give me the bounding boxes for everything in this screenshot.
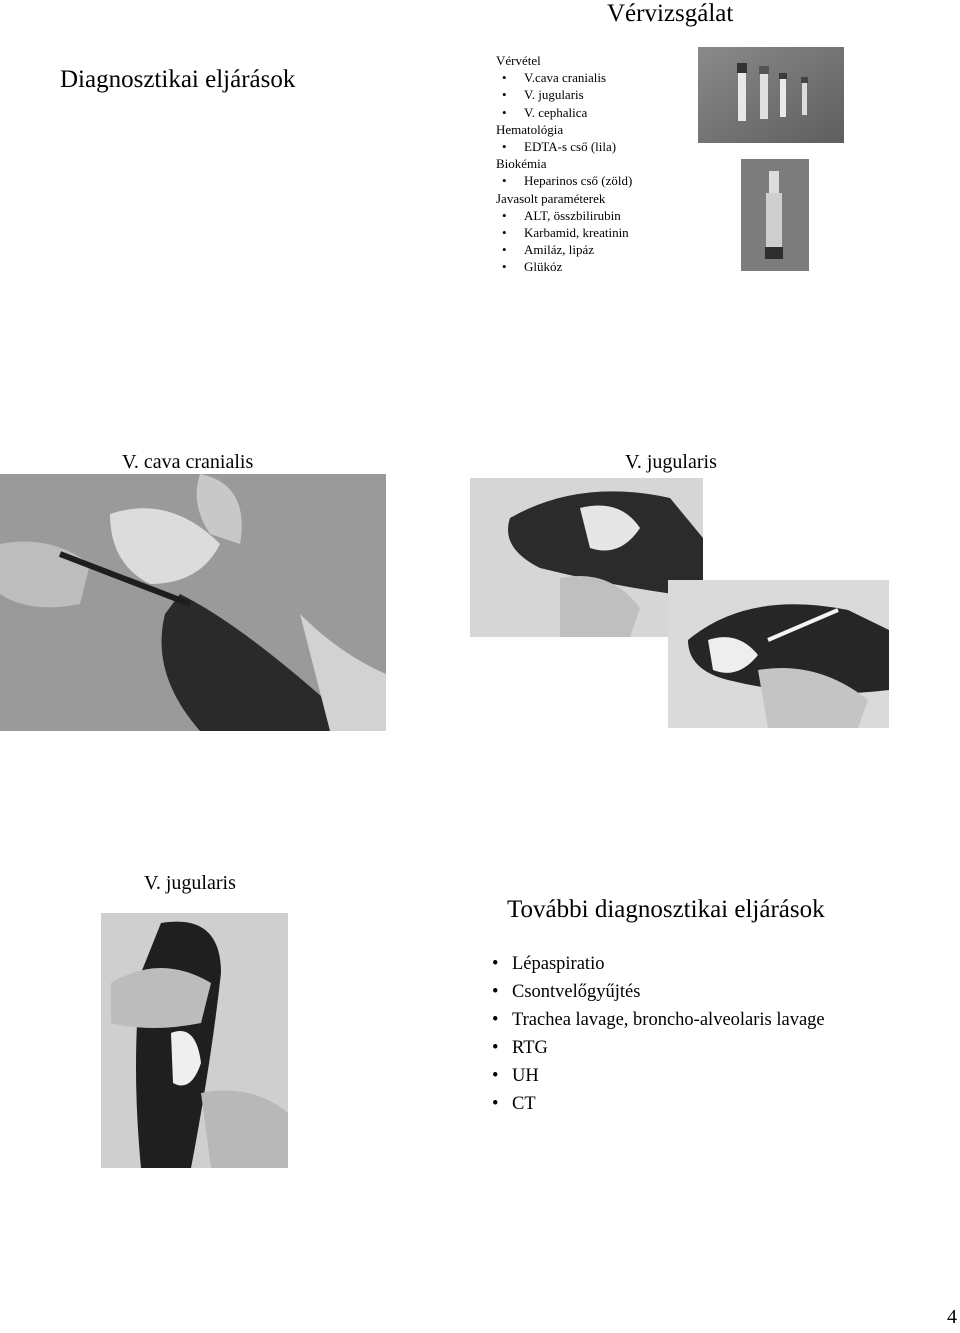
photo-vcava-procedure (0, 474, 386, 731)
list-item: • RTG (492, 1034, 825, 1062)
slide-title-tovabbi: További diagnosztikai eljárások (507, 896, 825, 923)
list-heading: Vérvétel (496, 53, 541, 68)
list-bullet-item: • Karbamid, kreatinin (496, 224, 706, 241)
photo-vjugularis-c (101, 913, 288, 1168)
list-item: • Csontvelőgyűjtés (492, 978, 825, 1006)
list-item: • CT (492, 1090, 825, 1118)
list-bullet-item: • V.cava cranialis (496, 69, 706, 86)
list-item: • UH (492, 1062, 825, 1090)
slide-title-diagnosztikai: Diagnosztikai eljárások (60, 66, 296, 93)
list-item: • Lépaspiratio (492, 950, 825, 978)
caption-vjugularis-2: V. jugularis (144, 872, 236, 894)
list-heading: Biokémia (496, 156, 547, 172)
list-bullet-item: • ALT, összbilirubin (496, 207, 706, 224)
caption-vcava: V. cava cranialis (122, 451, 254, 473)
caption-vjugularis-1: V. jugularis (625, 451, 717, 473)
list-item: • Trachea lavage, broncho-alveolaris lavage (492, 1006, 825, 1034)
list-bullet-item: • Amiláz, lipáz (496, 241, 706, 258)
list-bullet-item: • EDTA-s cső (lila) (496, 138, 706, 155)
list-bullet-item: • Glükóz (496, 258, 706, 275)
photo-blood-tubes (698, 47, 844, 143)
list-heading: Hematológia (496, 121, 564, 137)
slide-title-vervizsgalat: Vérvizsgálat (607, 0, 734, 27)
photo-single-tube (741, 159, 809, 271)
further-procedures-list (492, 950, 825, 1118)
list-bullet-item: • Heparinos cső (zöld) (496, 172, 706, 189)
list-bullet-item: • V. cephalica (496, 104, 706, 121)
list-bullet-item: • V. jugularis (496, 86, 706, 103)
blood-test-list (496, 52, 706, 276)
page-number: 4 (947, 1306, 957, 1328)
list-heading: Javasolt paraméterek (496, 190, 606, 206)
photo-vjugularis-b (668, 580, 889, 728)
